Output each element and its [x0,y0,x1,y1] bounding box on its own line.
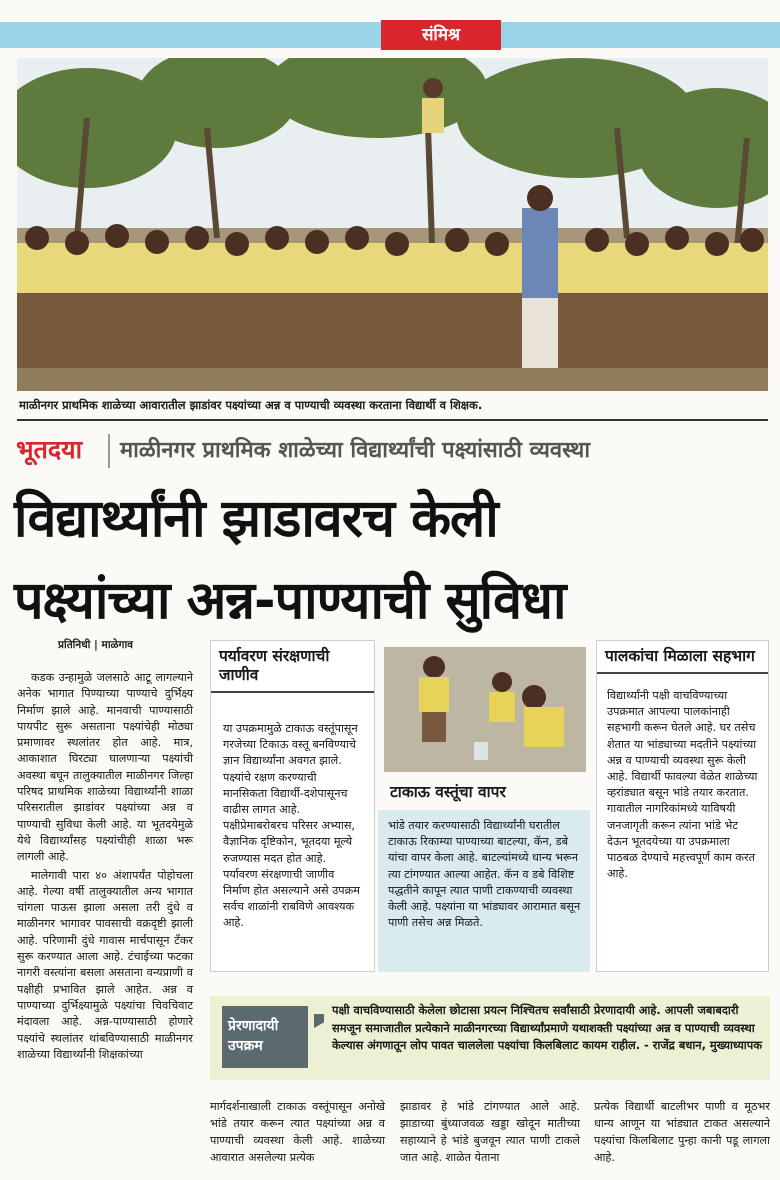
box-title: पर्यावरण संरक्षणाची जाणीव [211,641,374,693]
section-tag: संमिश्र [381,20,501,50]
box-title: टाकाऊ वस्तूंचा वापर [390,783,506,801]
quote-mark-icon [314,1014,324,1028]
quote-label: प्रेरणादायी उपक्रम [222,1006,308,1068]
article-column-4: प्रत्येक विद्यार्थी बाटलीभर पाणी व मूठभर धान्य आणून या भांड्यात टाकत असल्याने पक्ष्यांचा किलबिलाट पुन्हा कानी पडू लागला आहे. [594,1100,770,1164]
sidebar-box-environment [210,640,375,972]
article-column-1 [17,670,193,1170]
kicker: भूतदया [16,435,83,464]
paragraph: कडक उन्हामुळे जलसाठे आटू लागल्याने अनेक भागात पिण्याच्या पाण्याचे दुर्भिक्ष्य निर्माण झाले आहे. मानवाची पाण्यासाठी पायपीट सुरू असताना पक्ष्यांचेही मोठ्या प्रमाणावर स्थलांतर होत आहे. मात्र, आकाशात घिरट्या घालणाऱ्या पक्ष्यांची अवस्था बघून तालुक्यातील माळीनगर जिल्हा परिषद प्राथमिक शाळेच्या विद्यार्थ्यांनी शाळा परिसरातील झाडांवर पक्ष्यांच्या अन्न व पाण्याची सुविधा केली आहे. या भूतदयेमुळे येथे विद्यार्थ्यांसह पक्ष्यांचीही शाळा भरू लागली आहे. [17,671,193,864]
byline: प्रतिनिधी | माळेगाव [58,639,133,651]
sidebar-box-parents [596,640,769,972]
article-column-2: मार्गदर्शनाखाली टाकाऊ वस्तूंपासून अनोखे भांडे तयार करून त्यात पक्ष्यांच्या अन्न व पाण्याची व्यवस्था केली आहे. शाळेच्या आवारात असलेल्या प्रत्येक [210,1100,385,1164]
children-photo-illustration [384,647,586,772]
main-photo [17,58,768,391]
sidebar-box-waste-use: भांडे तयार करण्यासाठी विद्यार्थ्यांनी घरातील टाकाऊ रिकाम्या पाण्याच्या बाटल्या, कॅन, डबे यांचा वापर केला आहे. बाटल्यांमध्ये धान्य भरून त्या टांगण्यात आल्या आहेत. कॅन व डबे विशिष्ट पद्धतीने कापून त्यात पाणी टाकण्याची व्यवस्था केली आहे. पक्ष्यांना या भांड्यावर आरामात बसून पाणी तसेच अन्न मिळते. [378,810,590,972]
article-column-3: झाडावर हे भांडे टांगण्यात आले आहे. झाडाच्या बुंध्याजवळ खड्डा खोदून मातीच्या सहाय्याने हे भांडे बुजवून त्यात पाणी टाकले जात आहे. शाळेत येताना [400,1100,580,1164]
kicker-divider [108,434,110,468]
box-title: पालकांचा मिळाला सहभाग [597,641,768,674]
headline-line-1: विद्यार्थ्यांनी झाडावरच केली [14,489,498,549]
quote-text: पक्षी वाचविण्यासाठी केलेला छोटासा प्रयत्न निश्चितच सर्वांसाठी प्रेरणादायी आहे. आपली जबाबदारी समजून समाजातील प्रत्येकाने माळीनगरच्या विद्यार्थ्यांप्रमाणे यथाशक्ती पक्ष्यांच्या अन्न व पाण्याची व्यवस्था केल्यास अंगणातून लोप पावत चाललेला पक्ष्यांचा किलबिलाट कायम राहील. - राजेंद्र बधान, मुख्याध्यापक [332,1003,762,1052]
quote-box [210,996,770,1080]
paragraph: मालेगावी पारा ४० अंशापर्यंत पोहोचला आहे. गेल्या वर्षी तालुक्यातील अन्य भागात चांगला पाऊस झाला असला तरी दुंधे व माळीनगर भागावर पावसाची वक्रदृष्टी झाली आहे. परिणामी दुंधे गावास मार्चपासून टँकर सुरू करण्यात आला आहे. टंचाईच्या फटका नागरी वस्त्यांना बसला असताना वन्यप्राणी व पक्षीही प्रभावित झाले आहेत. अन्न व पाण्याच्या दुर्भिक्ष्यामुळे पक्ष्यांचा चिवचिवाट मंदावला आहे. अन्न-पाण्यासाठी होणारे पक्ष्यांचे स्थलांतर थांबविण्यासाठी माळीनगर शाळेच्या विद्यार्थ्यांनी शिक्षकांच्या [17,868,193,1061]
box-body: विद्यार्थ्यांनी पक्षी वाचविण्याच्या उपक्रमात आपल्या पालकांनाही सहभागी करून घेतले आहे. घर तसेच शेतात या भांड्याच्या मदतीने पक्ष्यांच्या अन्न व पाण्याची व्यवस्था सुरू केली आहे. विद्यार्थी फावल्या वेळेत शाळेच्या व्हरांड्यात बसून भांडे तयार करतात. गावातील नागरिकांमध्ये याविषयी जनजागृती करून त्यांना भांडे भेट देऊन भूतदयेच्या या उपक्रमाला पाठबळ देण्याचे महत्त्वपूर्ण काम करत आहे. [607,689,758,881]
box-body: या उपक्रमामुळे टाकाऊ वस्तूंपासून गरजेच्या टिकाऊ वस्तू बनविण्याचे ज्ञान विद्यार्थ्यांना अवगत झाले. पक्ष्यांचे रक्षण करण्याची मानसिकता विद्यार्थी-दशेपासूनच वाढीस लागत आहे. पक्षीप्रेमाबरोबरच परिसर अभ्यास, वैज्ञानिक दृष्टिकोन, भूतदया मूल्ये रुजण्यास मदत होत आहे. पर्यावरण संरक्षणाची जाणीव निर्माण होत असल्याने असे उपक्रम सर्वच शाळांनी राबविणे आवश्यक आहे. [223,722,360,930]
headline-line-2: पक्ष्यांच्या अन्न-पाण्याची सुविधा [14,571,566,631]
children-photo [384,647,586,772]
divider [17,419,768,421]
main-photo-illustration [17,58,768,391]
deck-headline: माळीनगर प्राथमिक शाळेच्या विद्यार्थ्यांची पक्ष्यांसाठी व्यवस्था [120,438,591,463]
photo-caption: माळीनगर प्राथमिक शाळेच्या आवारातील झाडांवर पक्ष्यांच्या अन्न व पाण्याची व्यवस्था करताना विद्यार्थी व शिक्षक. [19,398,483,412]
